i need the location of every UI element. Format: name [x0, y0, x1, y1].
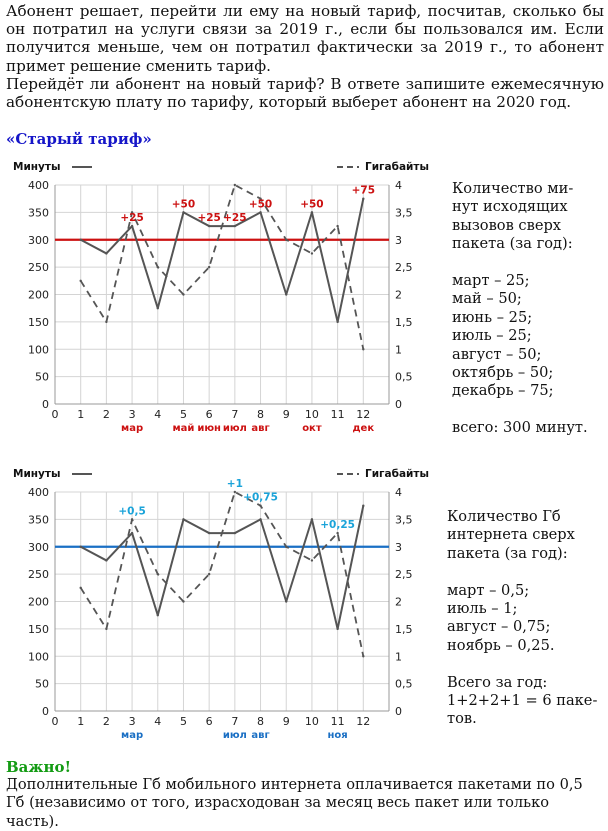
y-right-tick-label: 2,5	[395, 261, 413, 275]
side1-line	[452, 254, 588, 272]
gigabytes-point	[311, 252, 313, 254]
gigabytes-point	[285, 239, 287, 241]
gigabytes-point	[234, 184, 236, 186]
gigabytes-point	[157, 266, 159, 268]
gigabytes-point	[79, 587, 81, 589]
side2-line	[447, 563, 597, 581]
y-left-tick-label: 200	[28, 595, 49, 609]
month-label: июл	[222, 730, 247, 741]
month-label: окт	[302, 423, 322, 434]
data-annotation: +0,5	[118, 505, 146, 518]
y-left-tick-label: 300	[28, 540, 49, 554]
data-annotation: +1	[226, 478, 243, 490]
y-left-tick-label: 400	[28, 486, 49, 499]
minutes-point	[182, 518, 184, 520]
gigabytes-point	[234, 491, 236, 493]
y-left-tick-label: 0	[42, 398, 49, 411]
y-left-tick-label: 50	[35, 370, 49, 384]
side2-line: Количество Гб	[447, 508, 561, 525]
y-right-tick-label: 1,5	[395, 622, 413, 636]
gigabytes-point	[336, 225, 338, 227]
x-tick-label: 11	[330, 715, 345, 728]
x-tick-label: 12	[356, 408, 371, 421]
old-tariff-gigabytes-chart	[0, 462, 429, 752]
x-tick-label: 6	[205, 715, 213, 728]
y-left-tick-label: 100	[28, 343, 49, 357]
side1-line: вызовов сверх	[452, 216, 562, 234]
y-right-tick-label: 1	[395, 650, 402, 664]
x-tick-label: 11	[330, 408, 345, 421]
side1-line: июнь – 25;	[452, 308, 533, 326]
data-annotation: +0,25	[320, 519, 355, 532]
side2-line: ноябрь – 0,25.	[447, 636, 555, 654]
x-tick-label: 0	[51, 408, 59, 421]
side1-line: пакета (за год):	[452, 235, 573, 253]
month-label: авг	[251, 730, 270, 741]
side1-line: нут исходящих	[452, 198, 568, 216]
y-left-tick-label: 50	[35, 677, 49, 691]
y-right-tick-label: 4	[395, 486, 402, 499]
side2-line: июль – 1;	[447, 600, 518, 618]
data-annotation: +25	[223, 212, 247, 225]
x-tick-label: 5	[179, 715, 187, 728]
old-tariff-minutes-chart	[0, 155, 429, 434]
y-left-tick-label: 150	[28, 315, 49, 329]
minutes-point	[362, 504, 364, 506]
y-right-tick-label: 1,5	[395, 315, 413, 329]
data-annotation: +25	[120, 212, 144, 225]
side1-line: декабрь – 75;	[452, 382, 554, 400]
y-right-tick-label: 4	[395, 179, 402, 192]
side1-line: август – 50;	[452, 345, 542, 363]
side1-line	[452, 401, 588, 419]
footnote	[6, 776, 604, 831]
minutes-point	[234, 225, 236, 227]
gigabytes-point	[259, 504, 261, 506]
problem-statement	[6, 2, 604, 111]
x-tick-label: 1	[77, 715, 85, 728]
minutes-point	[259, 211, 261, 213]
x-tick-label: 1	[77, 408, 85, 421]
x-tick-label: 2	[102, 715, 110, 728]
side2-line: 1+2+2+1 = 6 паке-	[447, 692, 598, 710]
important-label: Важно!	[6, 758, 72, 776]
x-tick-label: 3	[128, 715, 136, 728]
minutes-point	[336, 628, 338, 630]
left-axis-title: Минуты	[13, 468, 61, 480]
minutes-point	[157, 307, 159, 309]
gigabytes-point	[285, 546, 287, 548]
data-annotation: +50	[171, 198, 196, 211]
side1-line: всего: 300 минут.	[452, 419, 588, 437]
y-right-tick-label: 3,5	[395, 513, 413, 527]
side2-line: август – 0,75;	[447, 618, 551, 636]
gigabytes-point	[336, 532, 338, 534]
minutes-point	[208, 225, 210, 227]
left-axis-title: Минуты	[13, 161, 61, 173]
data-annotation: +50	[300, 198, 324, 211]
minutes-point	[285, 600, 287, 602]
x-tick-label: 9	[282, 715, 290, 728]
y-left-tick-label: 350	[28, 513, 49, 527]
gigabytes-point	[362, 348, 364, 350]
month-label: авг	[251, 423, 270, 434]
gigabytes-point	[208, 266, 210, 268]
y-left-tick-label: 200	[28, 288, 49, 302]
data-annotation: +50	[248, 198, 273, 211]
minutes-point	[362, 197, 364, 199]
intro-paragraph-1: Абонент решает, перейти ли ему на новый тариф, посчитав, сколько бы он потратил на услуги связи за 2019 г., если бы пользовался им. Если получится меньше, чем он потратил фактически за 2019 г., то абонент примет решение сменить тариф.	[6, 2, 604, 75]
x-tick-label: 3	[128, 408, 136, 421]
x-tick-label: 5	[179, 408, 187, 421]
y-left-tick-label: 300	[28, 233, 49, 247]
gigabytes-point	[182, 293, 184, 295]
side1-line: май – 50;	[452, 290, 522, 308]
minutes-point	[131, 225, 133, 227]
month-label: мар	[121, 423, 144, 434]
x-tick-label: 2	[102, 408, 110, 421]
month-label: июн	[197, 423, 221, 434]
side2-line: пакета (за год):	[447, 544, 568, 562]
x-tick-label: 9	[282, 408, 290, 421]
side2-line	[447, 655, 597, 673]
gigabytes-point	[311, 559, 313, 561]
y-right-tick-label: 2	[395, 595, 402, 609]
right-axis-title: Гигабайты	[365, 161, 429, 173]
y-left-tick-label: 150	[28, 622, 49, 636]
y-right-tick-label: 3	[395, 540, 402, 554]
minutes-point	[157, 614, 159, 616]
x-tick-label: 6	[205, 408, 213, 421]
y-left-tick-label: 350	[28, 206, 49, 220]
y-right-tick-label: 1	[395, 343, 402, 357]
x-tick-label: 4	[154, 408, 162, 421]
minutes-point	[208, 532, 210, 534]
month-label: дек	[352, 423, 375, 434]
minutes-point	[182, 211, 184, 213]
month-label: июл	[222, 423, 247, 434]
y-right-tick-label: 0,5	[395, 677, 413, 691]
month-label: ноя	[327, 730, 348, 741]
y-right-tick-label: 2	[395, 288, 402, 302]
minutes-point	[336, 321, 338, 323]
minutes-point	[259, 518, 261, 520]
section-title: «Старый тариф»	[6, 130, 152, 148]
x-tick-label: 4	[154, 715, 162, 728]
y-left-tick-label: 400	[28, 179, 49, 192]
y-right-tick-label: 3,5	[395, 206, 413, 220]
side2-line: тов.	[447, 710, 477, 728]
side1-line: июль – 25;	[452, 327, 532, 345]
minutes-point	[234, 532, 236, 534]
y-left-tick-label: 0	[42, 705, 49, 718]
data-annotation: +0,75	[243, 491, 278, 504]
intro-paragraph-2: Перейдёт ли абонент на новый тариф? В ответе запишите ежемесячную абонентскую плату по тарифу, который выберет абонент на 2020 год.	[6, 74, 604, 112]
month-label: мар	[121, 730, 144, 741]
x-tick-label: 7	[231, 408, 239, 421]
side2-line: интернета сверх	[447, 526, 575, 544]
minutes-point	[105, 252, 107, 254]
x-tick-label: 8	[257, 408, 265, 421]
minutes-point	[131, 532, 133, 534]
minutes-point	[79, 239, 81, 241]
side1-line: Количество ми-	[452, 180, 574, 197]
minutes-point	[285, 293, 287, 295]
gigabytes-point	[208, 573, 210, 575]
gigabytes-point	[105, 628, 107, 630]
side2-line: март – 0,5;	[447, 581, 530, 599]
gigabytes-summary	[447, 508, 597, 729]
side1-line: октябрь – 50;	[452, 364, 554, 382]
minutes-point	[105, 559, 107, 561]
x-tick-label: 10	[304, 715, 319, 728]
gigabytes-point	[182, 600, 184, 602]
minutes-point	[311, 211, 313, 213]
x-tick-label: 7	[231, 715, 239, 728]
y-left-tick-label: 250	[28, 568, 49, 582]
footnote-text: Дополнительные Гб мобильного интернета оплачивается пакетами по 0,5 Гб (независимо от того, израсходован за месяц весь пакет или только часть).	[6, 776, 583, 830]
gigabytes-point	[105, 321, 107, 323]
minutes-point	[311, 518, 313, 520]
y-right-tick-label: 0,5	[395, 370, 413, 384]
month-label: май	[172, 423, 195, 434]
gigabytes-point	[362, 655, 364, 657]
x-tick-label: 10	[304, 408, 319, 421]
y-right-tick-label: 0	[395, 705, 402, 718]
side2-line: Всего за год:	[447, 673, 548, 691]
right-axis-title: Гигабайты	[365, 468, 429, 480]
x-tick-label: 0	[51, 715, 59, 728]
gigabytes-point	[131, 518, 133, 520]
gigabytes-point	[79, 280, 81, 282]
y-left-tick-label: 250	[28, 261, 49, 275]
side1-line: март – 25;	[452, 272, 530, 290]
data-annotation: +25	[197, 212, 221, 225]
y-right-tick-label: 0	[395, 398, 402, 411]
minutes-point	[79, 546, 81, 548]
minutes-summary	[452, 180, 588, 438]
gigabytes-point	[157, 573, 159, 575]
y-right-tick-label: 2,5	[395, 568, 413, 582]
y-right-tick-label: 3	[395, 233, 402, 247]
data-annotation: +75	[351, 184, 376, 197]
x-tick-label: 8	[257, 715, 265, 728]
x-tick-label: 12	[356, 715, 371, 728]
y-left-tick-label: 100	[28, 650, 49, 664]
